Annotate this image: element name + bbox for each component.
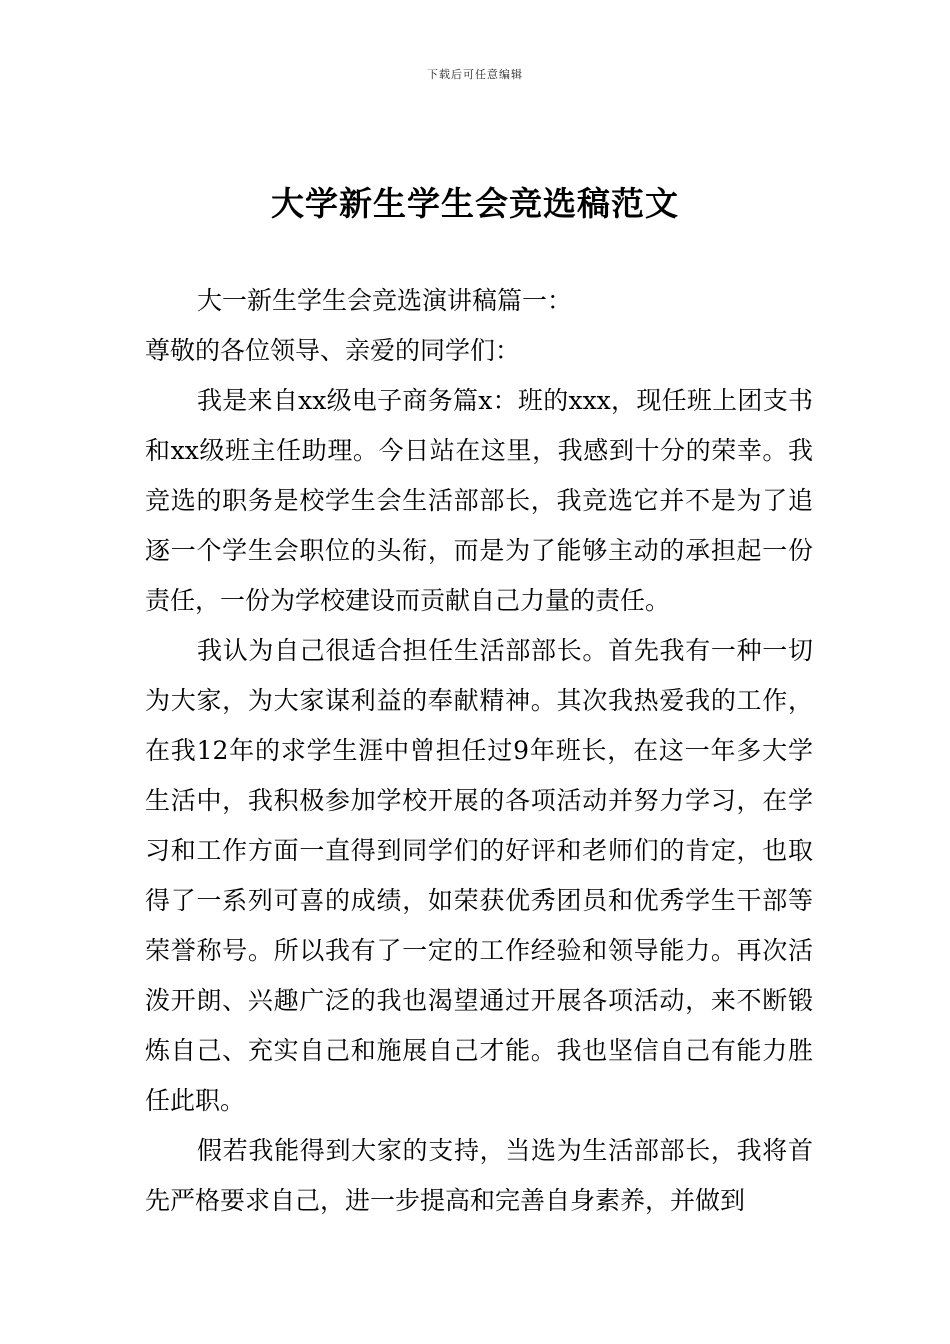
document-title: 大学新生学生会竞选稿范文 — [271, 184, 679, 223]
document-body — [145, 276, 813, 1226]
section-subtitle: 大一新生学生会竞选演讲稿篇一： — [197, 286, 573, 315]
paragraph-1: 我是来自xx级电子商务篇x：班的xxx，现任班上团支书和xx级班主任助理。今日站在这里，我感到十分的荣幸。我竞选的职务是校学生会生活部部长，我竞选它并不是为了追逐一个学生会职位的头衔，而是为了能够主动的承担起一份责任，一份为学校建设而贡献自己力量的责任。 — [145, 386, 813, 615]
paragraph-3: 假若我能得到大家的支持，当选为生活部部长，我将首先严格要求自己，进一步提高和完善自身素养，并做到 — [145, 1136, 813, 1215]
salutation: 尊敬的各位领导、亲爱的同学们： — [145, 336, 521, 365]
header-note: 下载后可任意编辑 — [427, 68, 523, 81]
paragraph-2: 我认为自己很适合担任生活部部长。首先我有一种一切为大家，为大家谋利益的奉献精神。其次我热爱我的工作，在我12年的求学生涯中曾担任过9年班长，在这一年多大学生活中，我积极参加学校开展的各项活动并努力学习，在学习和工作方面一直得到同学们的好评和老师们的肯定，也取得了一系列可喜的成绩，如荣获优秀团员和优秀学生干部等荣誉称号。所以我有了一定的工作经验和领导能力。再次活泼开朗、兴趣广泛的我也渴望通过开展各项活动，来不断锻炼自己、充实自己和施展自己才能。我也坚信自己有能力胜任此职。 — [145, 636, 813, 1115]
